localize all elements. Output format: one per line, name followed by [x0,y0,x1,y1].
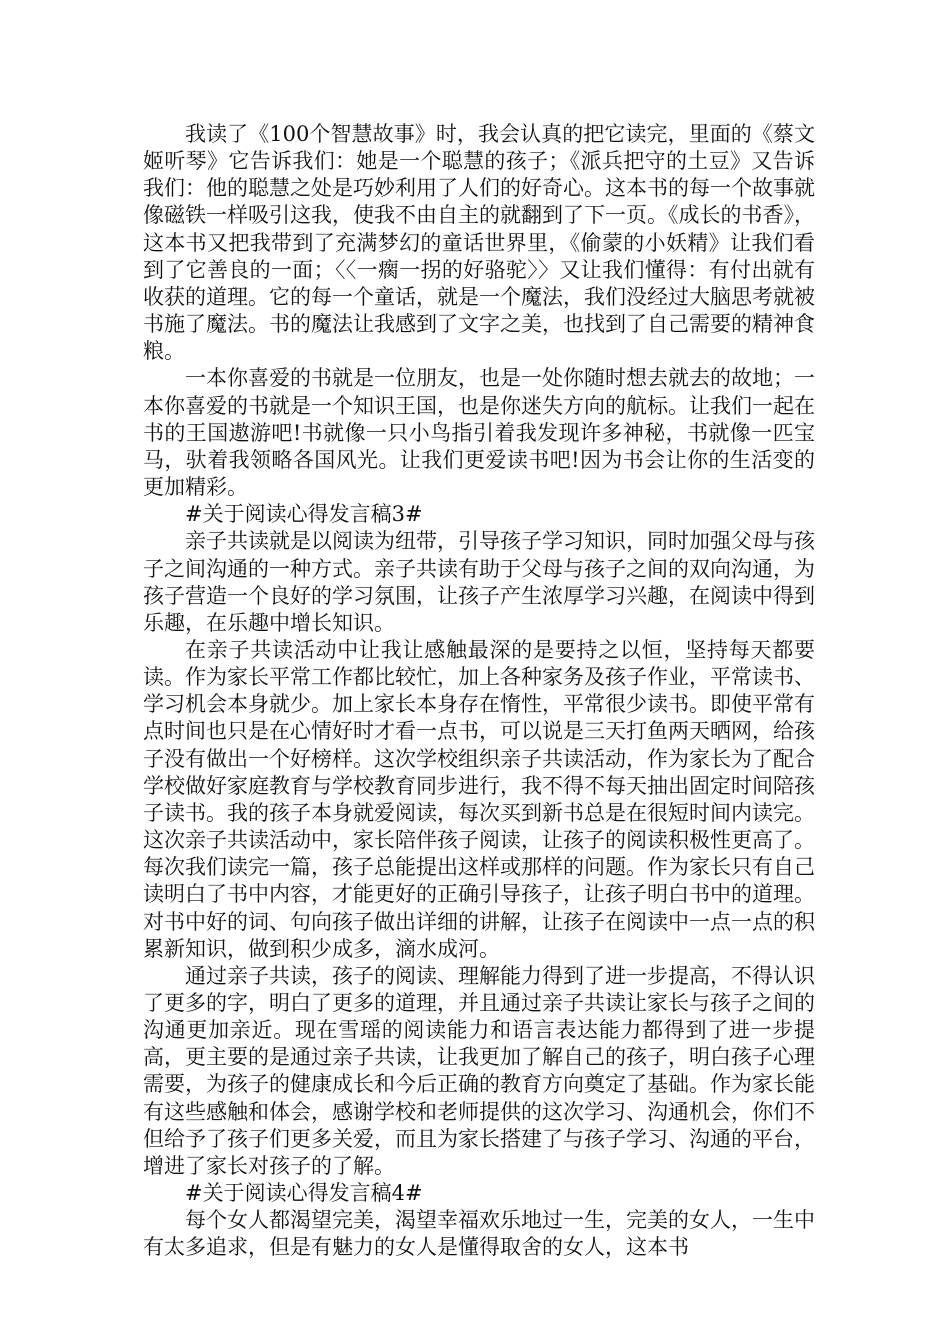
section-heading-3: #关于阅读心得发言稿3# [185,502,423,527]
paragraph-benefits: 通过亲子共读，孩子的阅读、理解能力得到了进一步提高，不得认识了更多的字，明白了更多的道理，并且通过亲子共读让家长与孩子之间的沟通更加亲近。现在雪瑶的阅读能力和语言表达能力都得到了进一步提高，更主要的是通过亲子共读，让我更加了解自己的孩子，明白孩子心理需要，为孩子的健康成长和今后正确的教育方向奠定了基础。作为家长能有这些感触和体会，感谢学校和老师提供的这次学习、沟通机会，你们不但给予了孩子们更多关爱，而且为家长搭建了与孩子学习、沟通的平台，增进了家长对孩子的了解。 [143,963,815,1178]
section-heading-4: #关于阅读心得发言稿4# [185,1181,423,1206]
paragraph-reading-stories: 我读了《100个智慧故事》时，我会认真的把它读完，里面的《蔡文姬听琴》它告诉我们：她是一个聪慧的孩子；《派兵把守的土豆》又告诉我们：他的聪慧之处是巧妙利用了人们的好奇心。这本书的每一个故事就像磁铁一样吸引这我，使我不由自主的就翻到了下一页。《成长的书香》，这本书又把我带到了充满梦幻的童话世界里，《偷蒙的小妖精》让我们看到了它善良的一面；〈〈一瘸一拐的好骆驼〉〉又让我们懂得：有付出就有收获的道理。它的每一个童话，就是一个魔法，我们没经过大脑思考就被书施了魔法。书的魔法让我感到了文字之美，也找到了自己需要的精神食粮。 [143,122,815,364]
document-body [143,121,815,1262]
paragraph-persistence: 在亲子共读活动中让我让感触最深的是要持之以恒，坚持每天都要读。作为家长平常工作都比较忙，加上各种家务及孩子作业，平常读书、学习机会本身就少。加上家长本身存在惰性，平常很少读书。即使平常有点时间也只是在心情好时才看一点书，可以说是三天打鱼两天晒网，给孩子没有做出一个好榜样。这次学校组织亲子共读活动，作为家长为了配合学校做好家庭教育与学校教育同步进行，我不得不每天抽出固定时间陪孩子读书。我的孩子本身就爱阅读，每次买到新书总是在很短时间内读完。这次亲子共读活动中，家长陪伴孩子阅读，让孩子的阅读积极性更高了。每次我们读完一篇，孩子总能提出这样或那样的问题。作为家长只有自己读明白了书中内容，才能更好的正确引导孩子，让孩子明白书中的道理。对书中好的词、句向孩子做出详细的讲解，让孩子在阅读中一点一点的积累新知识，做到积少成多，滴水成河。 [143,637,815,961]
paragraph-perfect-woman: 每个女人都渴望完美，渴望幸福欢乐地过一生，完美的女人，一生中有太多追求，但是有魅力的女人是懂得取舍的女人，这本书 [143,1208,815,1260]
paragraph-book-as-friend: 一本你喜爱的书就是一位朋友，也是一处你随时想去就去的故地；一本你喜爱的书就是一个知识王国，也是你迷失方向的航标。让我们一起在书的王国遨游吧!书就像一只小鸟指引着我发现许多神秘，书就像一匹宝马，驮着我领略各国风光。让我们更爱读书吧!因为书会让你的生活变的更加精彩。 [143,366,815,500]
paragraph-parent-child-reading: 亲子共读就是以阅读为纽带，引导孩子学习知识，同时加强父母与孩子之间沟通的一种方式。亲子共读有助于父母与孩子之间的双向沟通，为孩子营造一个良好的学习氛围，让孩子产生浓厚学习兴趣，在阅读中得到乐趣，在乐趣中增长知识。 [143,529,815,635]
